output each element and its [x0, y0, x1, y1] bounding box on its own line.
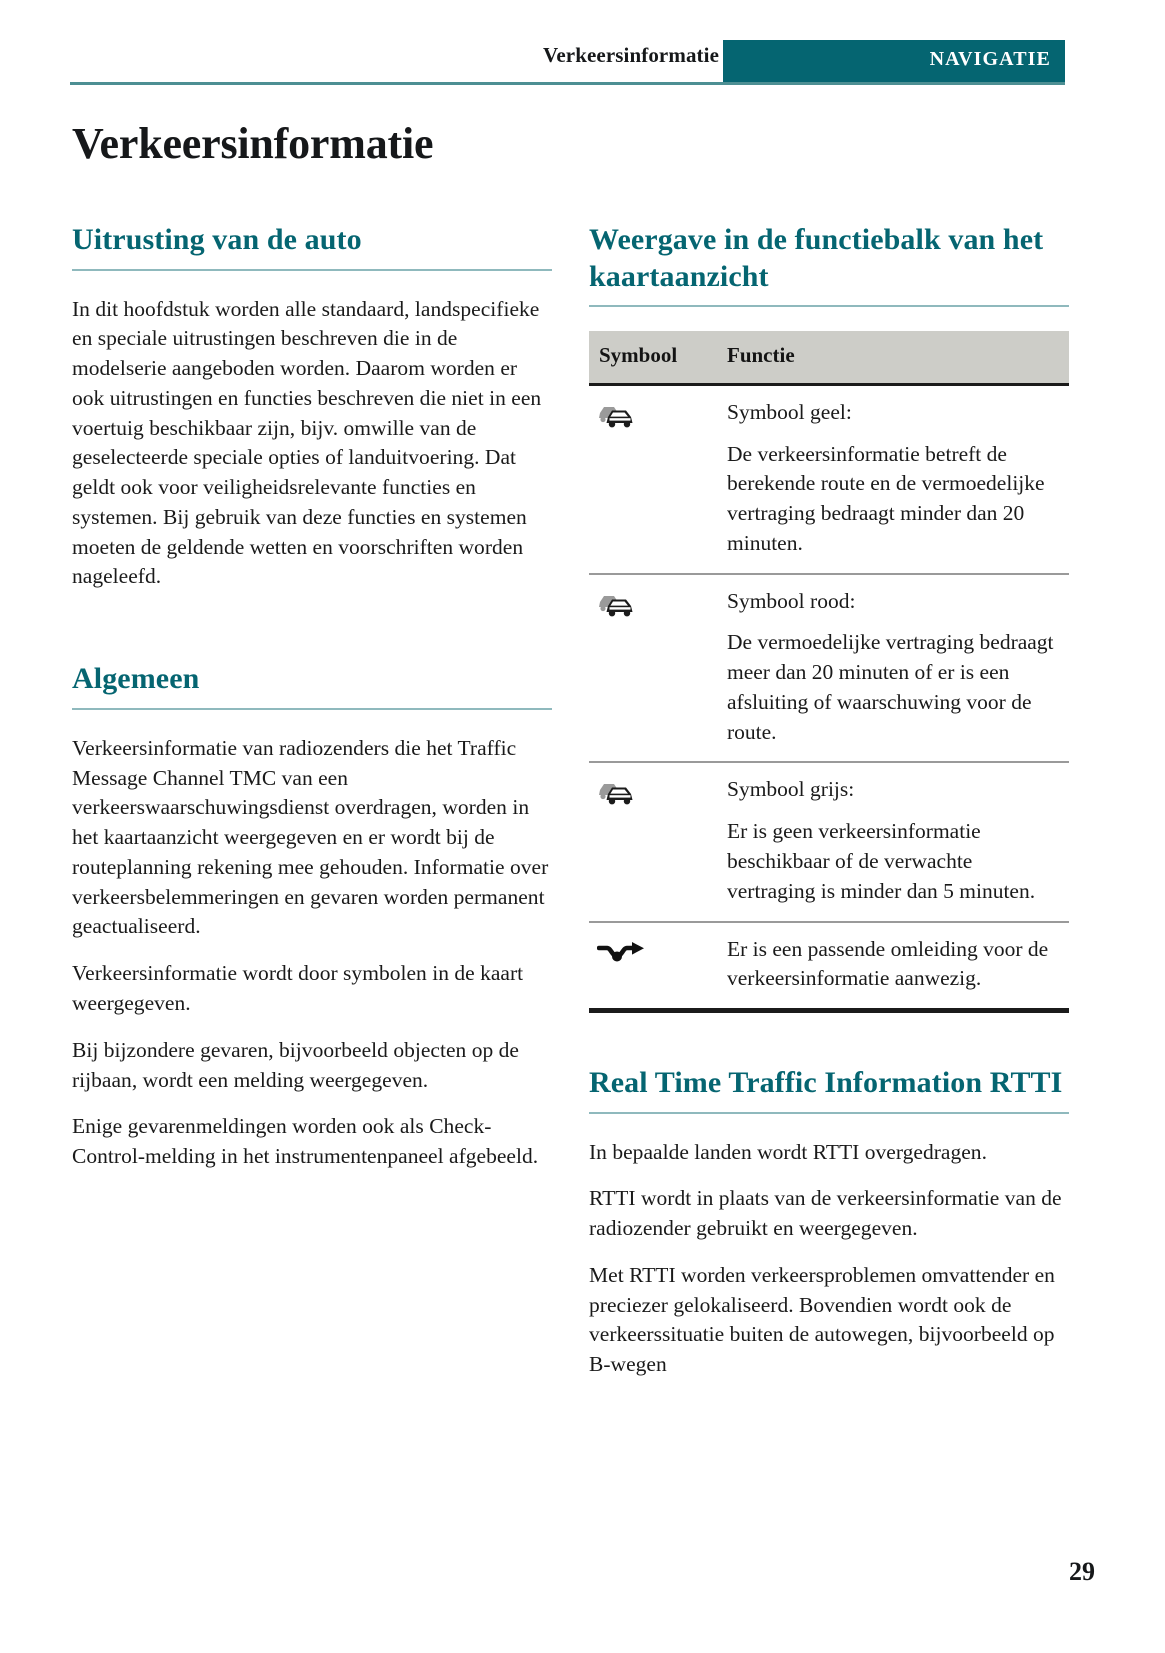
section-heading-rule — [589, 1112, 1069, 1114]
section-algemeen — [72, 661, 552, 710]
table-cell-symbol — [589, 574, 717, 763]
table-cell-function — [717, 762, 1069, 921]
function-line: Er is geen verkeersinformatie beschikbaar of de verwachte vertraging is minder dan 5 minuten. — [727, 819, 1036, 903]
section-heading-rule — [72, 708, 552, 710]
paragraph: In bepaalde landen wordt RTTI overgedragen. — [589, 1139, 987, 1164]
function-line: De vermoedelijke vertraging bedraagt meer dan 20 minuten of er is een afsluiting of waarschuwing voor de route. — [727, 630, 1054, 744]
table-row — [589, 574, 1069, 763]
section-heading-rtti: Real Time Traffic Information RTTI — [589, 1066, 1063, 1100]
function-line: De verkeersinformatie betreft de berekende route en de vermoedelijke vertraging bedraagt minder dan 20 minuten. — [727, 441, 1045, 555]
section-heading-uitrusting: Uitrusting van de auto — [72, 223, 362, 256]
function-line: Symbool rood: — [727, 588, 856, 613]
section-heading-weergave: Weergave in de functiebalk van het kaartaanzicht — [589, 223, 1044, 293]
table-header-function: Functie — [717, 331, 1069, 384]
page-number: 29 — [1069, 1557, 1095, 1586]
function-line: Er is een passende omleiding voor de verkeersinformatie aanwezig. — [727, 936, 1049, 991]
table-row — [589, 384, 1069, 573]
section-uitrusting-van-de-auto — [72, 222, 552, 271]
function-line: Symbool grijs: — [727, 777, 855, 802]
section-rtti — [589, 1065, 1069, 1114]
section-heading-rule — [589, 305, 1069, 307]
traffic-congestion-icon — [597, 402, 643, 430]
section-weergave-functiebalk — [589, 222, 1069, 307]
table-cell-symbol — [589, 384, 717, 573]
function-line: Symbool geel: — [727, 399, 852, 424]
table-cell-symbol — [589, 762, 717, 921]
section-spacer — [72, 609, 552, 661]
running-header — [0, 40, 1165, 82]
detour-arrow-icon — [597, 939, 643, 967]
section-heading-algemeen: Algemeen — [72, 662, 200, 696]
paragraph: In dit hoofdstuk worden alle standaard, landspecifieke en speciale uitrustingen beschreven die in de modelserie aangeboden worden. Daarom worden er ook uitrustingen en functies beschreven die niet in een voertuig beschikbaar zijn, bijv. omwille van de geselecteerde speciale opties of landuitvoering. Dat geldt ook voor veiligheidsrelevante functies en systemen. Bij gebruik van deze functies en systemen moeten de geldende wetten en voorschriften worden nageleefd. — [72, 296, 542, 589]
symbol-function-table — [589, 331, 1069, 1008]
table-cell-function — [717, 574, 1069, 763]
table-cell-function — [717, 922, 1069, 1009]
header-divider-rule — [70, 82, 1065, 85]
traffic-congestion-icon — [597, 779, 643, 807]
left-column — [72, 222, 552, 1172]
right-column — [589, 222, 1069, 1380]
paragraph: Bij bijzondere gevaren, bijvoorbeeld objecten op de rijbaan, wordt een melding weergegeven. — [72, 1037, 519, 1092]
table-header-symbol: Symbool — [589, 331, 717, 384]
paragraph: RTTI wordt in plaats van de verkeersinformatie van de radiozender gebruikt en weergegeven. — [589, 1186, 1062, 1241]
header-chapter-title: Verkeersinformatie — [543, 43, 719, 67]
table-header-row — [589, 331, 1069, 384]
header-section-tab-label: NAVIGATIE — [929, 48, 1051, 70]
table-row — [589, 922, 1069, 1009]
paragraph: Met RTTI worden verkeersproblemen omvattender en preciezer gelokaliseerd. Bovendien wordt ook de verkeerssituatie buiten de autowegen, bijvoorbeeld op B-wegen — [589, 1262, 1055, 1377]
header-section-tab — [723, 40, 1065, 82]
traffic-congestion-icon — [597, 591, 643, 619]
table-row — [589, 762, 1069, 921]
page-title: Verkeersinformatie — [72, 119, 434, 168]
section-heading-rule — [72, 269, 552, 271]
section-spacer — [589, 1013, 1069, 1065]
table-cell-function — [717, 384, 1069, 573]
table-cell-symbol — [589, 922, 717, 1009]
paragraph: Verkeersinformatie van radiozenders die het Traffic Message Channel TMC van een verkeerswaarschuwingsdienst overdragen, worden in het kaartaanzicht weergegeven en er wordt bij de routeplanning rekening mee gehouden. Informatie over verkeersbelemmeringen en gevaren worden permanent geactualiseerd. — [72, 735, 549, 939]
paragraph: Enige gevarenmeldingen worden ook als Check-Control-melding in het instrumentenpaneel afgebeeld. — [72, 1114, 539, 1169]
paragraph: Verkeersinformatie wordt door symbolen in de kaart weergegeven. — [72, 961, 524, 1015]
